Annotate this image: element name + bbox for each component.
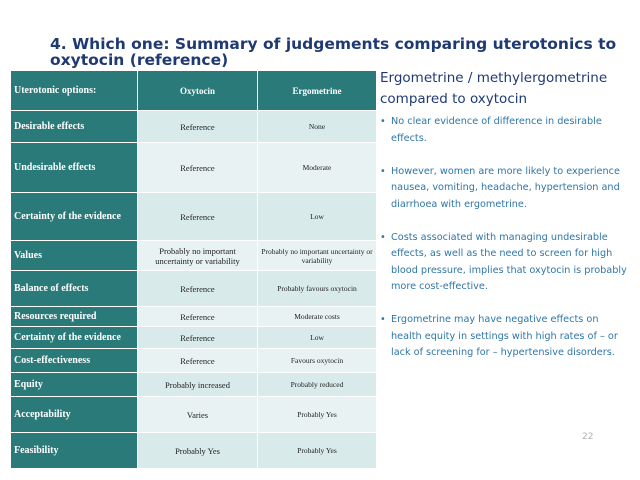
oxytocin-cell: Reference (138, 327, 258, 349)
header-oxytocin: Oxytocin (138, 71, 258, 111)
row-label: Equity (11, 373, 138, 397)
header-ergometrine: Ergometrine (258, 71, 377, 111)
oxytocin-cell: Reference (138, 271, 258, 307)
bullet-item: • However, women are more likely to experience nausea, vomiting, headache, hypertension and diarrhoea with ergometrine. (380, 164, 630, 214)
slide-title: 4. Which one: Summary of judgements comparing uterotonics to oxytocin (reference) (50, 35, 617, 69)
oxytocin-cell: Reference (138, 143, 258, 193)
ergometrine-cell: Probably no important uncertainty or variability (258, 241, 377, 271)
oxytocin-cell: Reference (138, 349, 258, 373)
bullet-item: • No clear evidence of difference in desirable effects. (380, 114, 630, 147)
table-row (11, 349, 377, 373)
row-label: Undesirable effects (11, 143, 138, 193)
row-label: Cost-effectiveness (11, 349, 138, 373)
header-label: Uterotonic options: (11, 71, 138, 111)
table-header-row (11, 71, 377, 111)
bullet-list (380, 114, 630, 362)
table-row (11, 373, 377, 397)
judgement-table (10, 70, 377, 469)
ergometrine-cell: None (258, 111, 377, 143)
oxytocin-cell: Varies (138, 397, 258, 433)
ergometrine-cell: Probably Yes (258, 433, 377, 469)
row-label: Values (11, 241, 138, 271)
table-row (11, 193, 377, 241)
row-label: Balance of effects (11, 271, 138, 307)
ergometrine-cell: Moderate (258, 143, 377, 193)
row-label: Certainty of the evidence (11, 327, 138, 349)
table-row (11, 397, 377, 433)
oxytocin-cell: Probably no important uncertainty or variability (138, 241, 258, 271)
table-row (11, 327, 377, 349)
row-label: Feasibility (11, 433, 138, 469)
ergometrine-cell: Low (258, 193, 377, 241)
ergometrine-cell: Low (258, 327, 377, 349)
oxytocin-cell: Reference (138, 111, 258, 143)
summary-panel (380, 68, 630, 378)
page-number: 22 (582, 432, 594, 442)
table-row (11, 111, 377, 143)
oxytocin-cell: Probably Yes (138, 433, 258, 469)
ergometrine-cell: Favours oxytocin (258, 349, 377, 373)
row-label: Resources required (11, 307, 138, 327)
bullet-item: • Costs associated with managing undesirable effects, as well as the need to screen for high blood pressure, implies that oxytocin is probably more cost-effective. (380, 230, 630, 296)
table-row (11, 271, 377, 307)
ergometrine-cell: Probably reduced (258, 373, 377, 397)
ergometrine-cell: Probably favours oxytocin (258, 271, 377, 307)
table-row (11, 241, 377, 271)
ergometrine-cell: Probably Yes (258, 397, 377, 433)
row-label: Certainty of the evidence (11, 193, 138, 241)
table-row (11, 433, 377, 469)
table-row (11, 307, 377, 327)
row-label: Acceptability (11, 397, 138, 433)
panel-heading: Ergometrine / methylergometrine compared to oxytocin (380, 70, 608, 107)
table-row (11, 143, 377, 193)
oxytocin-cell: Reference (138, 307, 258, 327)
oxytocin-cell: Reference (138, 193, 258, 241)
ergometrine-cell: Moderate costs (258, 307, 377, 327)
bullet-item: • Ergometrine may have negative effects on health equity in settings with high rates of – or lack of screening for – hypertensive disorders. (380, 312, 630, 362)
row-label: Desirable effects (11, 111, 138, 143)
oxytocin-cell: Probably increased (138, 373, 258, 397)
